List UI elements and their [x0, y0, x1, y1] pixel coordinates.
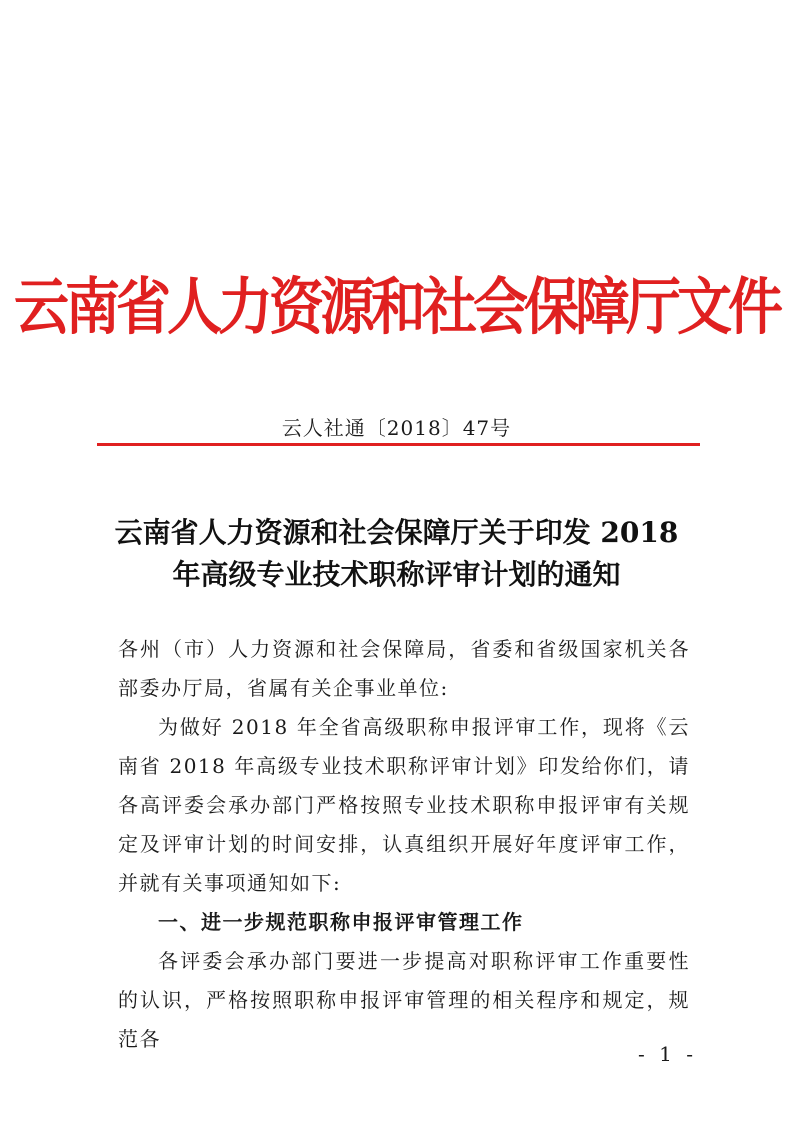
red-divider-line — [97, 443, 700, 446]
document-body — [118, 630, 690, 1059]
notice-title-line-2: 年高级专业技术职称评审计划的通知 — [172, 558, 621, 591]
intro-paragraph: 为做好 2018 年全省高级职称申报评审工作，现将《云南省 2018 年高级专业技术职称评审计划》印发给你们，请各高评委会承办部门严格按照专业技术职称申报评审有关规定及评审计划的时间安排，认真组织开展好年度评审工作，并就有关事项通知如下: — [118, 715, 690, 895]
page-number: - 1 - — [638, 1042, 697, 1066]
document-number: 云人社通〔2018〕47号 — [281, 416, 512, 440]
addressee-paragraph: 各州（市）人力资源和社会保障局，省委和省级国家机关各部委办厅局，省属有关企事业单位: — [118, 637, 690, 700]
notice-title-line-1: 云南省人力资源和社会保障厅关于印发 2018 — [114, 516, 679, 549]
section-1-paragraph: 各评委会承办部门要进一步提高对职称评审工作重要性的认识，严格按照职称申报评审管理的相关程序和规定，规范各 — [118, 949, 690, 1051]
issuing-authority-header: 云南省人力资源和社会保障厅文件 — [13, 270, 779, 343]
section-1-heading: 一、进一步规范职称申报评审管理工作 — [158, 910, 524, 934]
notice-title — [80, 512, 713, 596]
